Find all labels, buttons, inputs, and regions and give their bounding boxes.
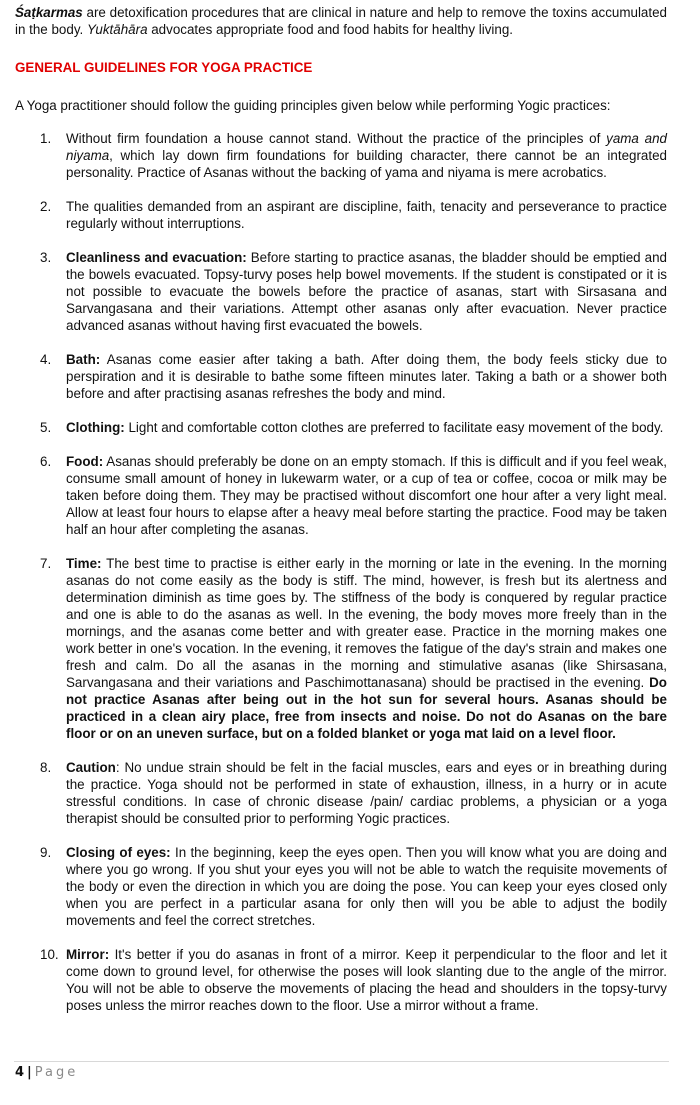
page-footer bbox=[15, 1065, 78, 1080]
guidelines-list bbox=[15, 130, 667, 1014]
list-item: 4. Bath: Asanas come easier after taking a bath. After doing them, the body feels sticky due to perspiration and it is desirable to bathe some fifteen minutes later. Taking a bath or a shower both before and after practising asanas refreshes the body and mind. bbox=[40, 352, 667, 401]
list-item: 10. Mirror: It's better if you do asanas in front of a mirror. Keep it perpendicular to the floor and let it come down to ground level, for otherwise the poses will look slanting due to the angle of the mirror. You will not be able to observe the movements of placing the head and shoulders in the topsy-turvy poses unless the mirror reaches down to the floor. Use a mirror without a frame. bbox=[40, 947, 667, 1013]
list-item: 3. Cleanliness and evacuation: Before starting to practice asanas, the bladder should be emptied and the bowels evacuated. Topsy-turvy poses help bowel movements. If the student is constipated or it is not possible to evacuate the bowels before the practice of asanas, start with Sirsasana and Sarvangasana and their variations. Attempt other asanas only after evacuation. Never practice advanced asanas without having first evacuated the bowels. bbox=[40, 250, 667, 333]
document-page bbox=[15, 4, 667, 1031]
page-number: 4 bbox=[15, 1065, 25, 1080]
intro-paragraph: Śaṭkarmas are detoxification procedures that are clinical in nature and help to remove the toxins accumulated in the body. Yuktāhāra advocates appropriate food and food habits for healthy living. bbox=[15, 5, 667, 37]
list-item: 8. Caution: No undue strain should be felt in the facial muscles, ears and eyes or in breathing during the practice. Yoga should not be performed in state of exhaustion, illness, in a hurry or in acute stressful conditions. In case of chronic disease /pain/ cardiac problems, a physician or a yoga therapist should be consulted prior to performing Yogic practices. bbox=[40, 760, 667, 826]
footer-separator: | bbox=[27, 1065, 32, 1080]
list-item: 2. The qualities demanded from an aspirant are discipline, faith, tenacity and perseverance to practice regularly without interruptions. bbox=[40, 199, 667, 231]
list-item: 1. Without firm foundation a house cannot stand. Without the practice of the principles of yama and niyama, which lay down firm foundations for building character, there cannot be an integrated personality. Practice of Asanas without the backing of yama and niyama is mere acrobatics. bbox=[40, 131, 667, 180]
term-yuktahara: Yuktāhāra bbox=[86, 22, 148, 37]
lead-paragraph: A Yoga practitioner should follow the guiding principles given below while performing Yogic practices: bbox=[15, 98, 611, 113]
section-heading: GENERAL GUIDELINES FOR YOGA PRACTICE bbox=[15, 60, 313, 75]
footer-divider bbox=[14, 1061, 669, 1062]
term-satkarmas: Śaṭkarmas bbox=[15, 5, 83, 20]
list-item: 6. Food: Asanas should preferably be done on an empty stomach. If this is difficult and if you feel weak, consume small amount of honey in lukewarm water, or a cup of tea or coffee, cocoa or milk may be taken before doing them. They may be practised without discomfort one hour after a very light meal. Allow at least four hours to elapse after a heavy meal before starting the practice. Food may be taken half an hour after completing the asanas. bbox=[40, 454, 667, 537]
page-label: Page bbox=[34, 1065, 79, 1080]
list-item: 7. Time: The best time to practise is either early in the morning or late in the evening. In the morning asanas do not come easily as the body is stiff. The mind, however, is fresh but its alertness and determination diminish as time goes by. The stiffness of the body is conquered by regular practice and one is able to do the asanas as well. In the evening, the body moves more freely than in the mornings, and the asanas come better and with greater ease. Practice in the morning makes one work better in one's vocation. In the evening, it removes the fatigue of the day's strain and makes one fresh and calm. Do all the asanas in the morning and stimulative asanas (like Shirsasana, Sarvangasana and their variations and Paschimottanasana) should be practised in the evening. Do not practice Asanas after being out in the hot sun for several hours. Asanas should be practiced in a clean airy place, free from insects and noise. Do not do Asanas on the bare floor or on an uneven surface, but on a folded blanket or yoga mat laid on a level floor. bbox=[40, 556, 667, 741]
list-item: 9. Closing of eyes: In the beginning, keep the eyes open. Then you will know what you are doing and where you go wrong. If you shut your eyes you will not be able to watch the requisite movements of the body or even the direction in which you are doing the pose. You can keep your eyes closed only when you are perfect in a particular asana for only then will you be able to adjust the bodily movements and feel the correct stretches. bbox=[40, 845, 667, 928]
list-item: 5. Clothing: Light and comfortable cotton clothes are preferred to facilitate easy movement of the body. bbox=[40, 420, 664, 435]
